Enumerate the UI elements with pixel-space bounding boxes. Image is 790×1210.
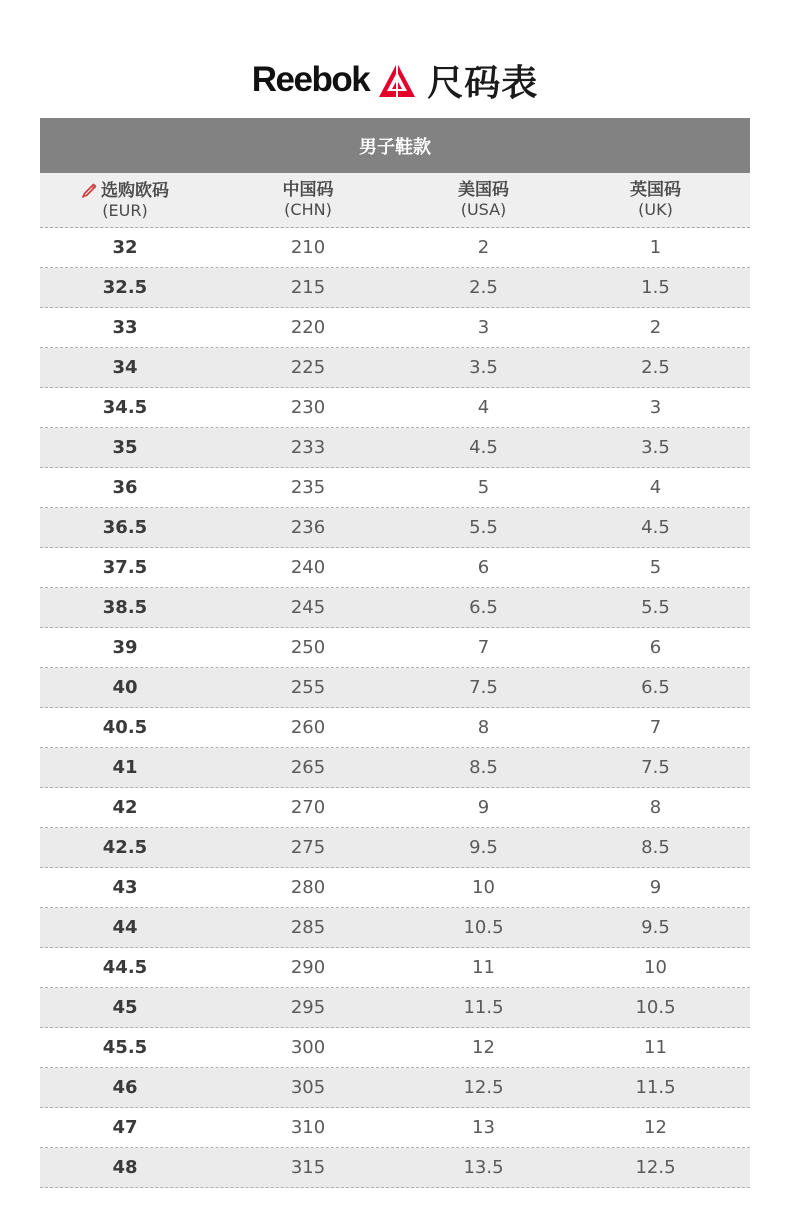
cell-chn: 235 — [290, 477, 326, 498]
table-row — [40, 1108, 750, 1148]
table-row — [40, 908, 750, 948]
cell-chn: 230 — [290, 397, 326, 418]
cell-chn: 315 — [290, 1157, 326, 1178]
cell-uk: 10 — [644, 957, 667, 978]
table-row — [40, 748, 750, 788]
cell-chn: 215 — [290, 277, 326, 298]
cell-uk: 6.5 — [641, 677, 670, 698]
cell-usa: 10.5 — [463, 917, 504, 938]
table-row — [40, 788, 750, 828]
cell-eur: 34.5 — [102, 397, 148, 418]
cell-usa: 4 — [477, 397, 490, 418]
cell-uk: 4.5 — [641, 517, 670, 538]
cell-usa: 13 — [472, 1117, 495, 1138]
cell-chn: 270 — [290, 797, 326, 818]
cell-uk: 11 — [644, 1037, 667, 1058]
cell-eur: 44.5 — [102, 957, 148, 978]
cell-usa: 5.5 — [469, 517, 498, 538]
column-sublabel: (UK) — [638, 200, 673, 219]
cell-chn: 295 — [290, 997, 326, 1018]
cell-usa: 2 — [477, 237, 490, 258]
cell-uk: 2 — [649, 317, 662, 338]
column-label: 选购欧码 — [101, 180, 169, 201]
cell-uk: 7 — [649, 717, 662, 738]
table-row — [40, 1028, 750, 1068]
cell-usa: 13.5 — [463, 1157, 504, 1178]
cell-uk: 8 — [649, 797, 662, 818]
cell-chn: 245 — [290, 597, 326, 618]
cell-uk: 6 — [649, 637, 662, 658]
table-row — [40, 468, 750, 508]
cell-chn: 260 — [290, 717, 326, 738]
table-row — [40, 268, 750, 308]
cell-eur: 41 — [112, 757, 138, 778]
cell-usa: 8 — [477, 717, 490, 738]
table-row — [40, 228, 750, 268]
table-row — [40, 708, 750, 748]
cell-uk: 3.5 — [641, 437, 670, 458]
cell-uk: 5.5 — [641, 597, 670, 618]
cell-uk: 3 — [649, 397, 662, 418]
table-row — [40, 428, 750, 468]
table-row — [40, 828, 750, 868]
cell-uk: 1 — [649, 237, 662, 258]
table-row — [40, 668, 750, 708]
cell-eur: 33 — [112, 317, 138, 338]
cell-eur: 39 — [112, 637, 138, 658]
column-label: 中国码 — [282, 180, 334, 200]
cell-usa: 3 — [477, 317, 490, 338]
cell-eur: 47 — [112, 1117, 138, 1138]
cell-uk: 10.5 — [635, 997, 676, 1018]
cell-eur: 34 — [112, 357, 138, 378]
column-sublabel: (USA) — [460, 200, 507, 219]
cell-eur: 48 — [112, 1157, 138, 1178]
table-row — [40, 988, 750, 1028]
pencil-icon — [81, 181, 99, 199]
section-band — [40, 118, 750, 173]
cell-eur: 42 — [112, 797, 138, 818]
cell-uk: 1.5 — [641, 277, 670, 298]
cell-chn: 233 — [290, 437, 326, 458]
section-label: 男子鞋款 — [359, 136, 431, 158]
column-label: 美国码 — [458, 180, 509, 200]
cell-uk: 9.5 — [641, 917, 670, 938]
cell-chn: 280 — [290, 877, 326, 898]
cell-usa: 3.5 — [469, 357, 498, 378]
cell-uk: 8.5 — [641, 837, 670, 858]
cell-uk: 11.5 — [635, 1077, 676, 1098]
cell-eur: 46 — [112, 1077, 138, 1098]
cell-eur: 36.5 — [102, 517, 148, 538]
column-header-usa — [406, 173, 561, 227]
table-row — [40, 548, 750, 588]
cell-eur: 40.5 — [102, 717, 148, 738]
cell-uk: 5 — [649, 557, 662, 578]
cell-usa: 2.5 — [469, 277, 498, 298]
column-header-chn — [210, 173, 406, 227]
size-chart-table — [40, 118, 750, 1188]
cell-chn: 236 — [290, 517, 326, 538]
cell-chn: 275 — [290, 837, 326, 858]
cell-eur: 44 — [112, 917, 138, 938]
cell-chn: 300 — [290, 1037, 326, 1058]
cell-eur: 37.5 — [102, 557, 148, 578]
cell-uk: 12 — [644, 1117, 667, 1138]
table-body — [40, 228, 750, 1188]
cell-chn: 250 — [290, 637, 326, 658]
cell-eur: 38.5 — [102, 597, 148, 618]
cell-chn: 265 — [290, 757, 326, 778]
cell-usa: 11 — [472, 957, 495, 978]
page-header — [0, 52, 790, 108]
cell-uk: 7.5 — [641, 757, 670, 778]
column-label: 英国码 — [630, 180, 681, 200]
cell-uk: 12.5 — [635, 1157, 676, 1178]
cell-usa: 12.5 — [463, 1077, 504, 1098]
column-sublabel: (CHN) — [284, 200, 332, 219]
cell-usa: 6.5 — [469, 597, 498, 618]
table-row — [40, 1068, 750, 1108]
cell-chn: 255 — [290, 677, 326, 698]
table-row — [40, 508, 750, 548]
cell-chn: 310 — [290, 1117, 326, 1138]
cell-usa: 10 — [472, 877, 495, 898]
cell-eur: 32 — [112, 237, 138, 258]
cell-uk: 9 — [649, 877, 662, 898]
cell-usa: 12 — [472, 1037, 495, 1058]
cell-uk: 2.5 — [641, 357, 670, 378]
cell-eur: 45 — [112, 997, 138, 1018]
cell-eur: 36 — [112, 477, 138, 498]
cell-chn: 285 — [290, 917, 326, 938]
column-header-row — [40, 173, 750, 228]
cell-chn: 305 — [290, 1077, 326, 1098]
table-row — [40, 348, 750, 388]
cell-usa: 5 — [477, 477, 490, 498]
cell-chn: 240 — [290, 557, 326, 578]
cell-eur: 32.5 — [102, 277, 148, 298]
table-row — [40, 308, 750, 348]
cell-eur: 45.5 — [102, 1037, 148, 1058]
column-header-uk — [561, 173, 750, 227]
cell-eur: 40 — [112, 677, 138, 698]
reebok-delta-icon — [377, 61, 417, 99]
cell-usa: 7 — [477, 637, 490, 658]
cell-usa: 11.5 — [463, 997, 504, 1018]
cell-usa: 9.5 — [469, 837, 498, 858]
cell-eur: 35 — [112, 437, 138, 458]
cell-usa: 6 — [477, 557, 490, 578]
cell-eur: 43 — [112, 877, 138, 898]
table-row — [40, 588, 750, 628]
cell-chn: 210 — [290, 237, 326, 258]
cell-chn: 290 — [290, 957, 326, 978]
column-sublabel: (EUR) — [102, 200, 148, 220]
cell-usa: 4.5 — [469, 437, 498, 458]
table-row — [40, 388, 750, 428]
column-header-eur — [40, 173, 210, 227]
table-row — [40, 628, 750, 668]
cell-chn: 220 — [290, 317, 326, 338]
table-row — [40, 948, 750, 988]
cell-chn: 225 — [290, 357, 326, 378]
cell-eur: 42.5 — [102, 837, 148, 858]
cell-usa: 8.5 — [469, 757, 498, 778]
page-title: 尺码表 — [427, 62, 539, 104]
cell-uk: 4 — [649, 477, 662, 498]
table-row — [40, 1148, 750, 1188]
table-row — [40, 868, 750, 908]
cell-usa: 7.5 — [469, 677, 498, 698]
cell-usa: 9 — [477, 797, 490, 818]
brand-logo-text: Reebok — [251, 60, 370, 99]
